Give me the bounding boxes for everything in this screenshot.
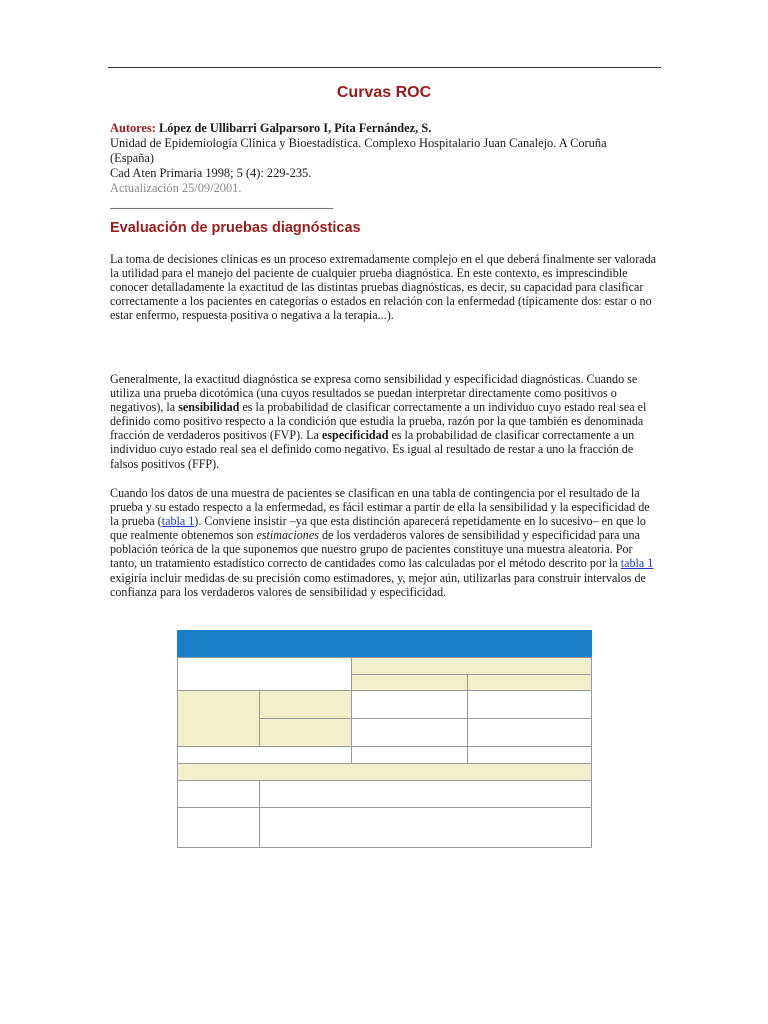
affiliation: Unidad de Epidemiología Clínica y Bioestadística. Complexo Hospitalario Juan Canalejo. A Coruña (España): [110, 136, 607, 165]
table-footer-rows: [177, 780, 592, 848]
table-gridline: [177, 690, 592, 691]
metadata-separator: ____________________________________: [110, 196, 334, 210]
text-run: es la probabilidad de clasificar correctamente a un individuo cuyo estado real sea el definido como positivo respecto a la condición que estudia la prueba, razón por la que también es denominada fracción de verdaderos positivos (FVP). La: [110, 400, 647, 443]
table-gridline: [467, 674, 468, 763]
contingency-table: [177, 630, 592, 848]
table-row-group-header: [177, 690, 259, 746]
table-gridline: [259, 690, 260, 746]
top-divider: [108, 67, 661, 68]
text-run: exigiría incluir medidas de su precisión como estimadores, y, mejor aún, utilizarlas para construir intervalos de confianza para los verdaderos valores de sensibilidad y especificidad.: [110, 570, 646, 599]
table-row-header-2: [259, 718, 351, 746]
table-gridline: [177, 780, 592, 781]
table-row-header-1: [259, 690, 351, 718]
table-header-bar: [177, 630, 592, 657]
update-date: Actualización 25/09/2001.: [110, 181, 242, 195]
tabla-1-link-2[interactable]: tabla 1: [620, 556, 654, 571]
authors: López de Ullibarri Galparsoro I, Píta Fernández, S.: [159, 121, 432, 135]
paragraph-intro: La toma de decisiones clínicas es un proceso extremadamente complejo en el que deberá finalmente ser valorada la utilidad para el manejo del paciente de cualquier prueba diagnóstica. En este contexto, es imprescindible conocer detalladamente la exactitud de las distintas pruebas diagnósticas, es decir, su capacidad para clasificar correctamente a los pacientes en categorías o estados en relación con la enfermedad (típicamente dos: estar o no estar enfermo, respuesta positiva o negativa a la terapia...).: [110, 252, 657, 323]
table-gridline: [351, 674, 592, 675]
citation: Cad Aten Primaria 1998; 5 (4): 229-235.: [110, 166, 312, 180]
table-gridline: [177, 746, 592, 747]
term-especificidad: especificidad: [321, 428, 389, 443]
term-sensibilidad: sensibilidad: [178, 400, 240, 415]
table-gridline: [177, 657, 178, 847]
section-heading: Evaluación de pruebas diagnósticas: [110, 220, 361, 236]
page-title: Curvas ROC: [336, 84, 432, 101]
table-gridline: [591, 657, 592, 847]
paragraph-accuracy: [110, 372, 660, 471]
text-run: es la probabilidad de clasificar correctamente a un individuo cuyo estado real sea el definido como negativo. Es igual al resultado de restar a uno la fracción de falsos positivos (FFP).: [110, 428, 635, 471]
text-run: de los verdaderos valores de sensibilidad y especificidad para una población teórica de la que suponemos que nuestro grupo de pacientes constituye una muestra aleatoria. Por tanto, un tratamiento estadístico correcto de cantidades como las calculadas por el método descrito por la: [110, 528, 640, 571]
table-column-header-2: [467, 674, 592, 690]
table-column-header-1: [351, 674, 467, 690]
text-run: Cuando los datos de una muestra de pacientes se clasifican en una tabla de contingencia por el resultado de la prueba y su estado respecto a la enfermedad, es fácil estimar a partir de ella la sensibilidad y la especificidad de la prueba (: [110, 486, 650, 529]
tabla-1-link[interactable]: tabla 1: [161, 514, 195, 529]
text-run: ). Conviene insistir –ya que esta distinción aparecerá repetidamente en lo sucesivo– en que lo que realmente obtenemos son: [110, 514, 646, 543]
article-metadata: [110, 121, 650, 211]
table-gridline: [351, 657, 352, 763]
table-gridline: [177, 847, 592, 848]
table-gridline: [177, 807, 592, 808]
table-column-group-header: [351, 657, 592, 674]
table-section-row: [177, 763, 592, 780]
paragraph-contingency: [110, 486, 660, 599]
text-run: Generalmente, la exactitud diagnóstica se expresa como sensibilidad y especificidad diagnósticas. Cuando se utiliza una prueba dicotómica (una cuyos resultados se puedan interpretar directamente como positivos o negativos), la: [110, 372, 638, 415]
table-gridline: [177, 657, 592, 658]
term-estimaciones: estimaciones: [256, 528, 319, 543]
table-totals-row: [177, 746, 592, 763]
table-gridline: [259, 718, 592, 719]
table-corner-cell: [177, 657, 351, 690]
authors-label: Autores:: [110, 121, 156, 135]
table-gridline: [259, 780, 260, 847]
table-gridline: [177, 763, 592, 764]
